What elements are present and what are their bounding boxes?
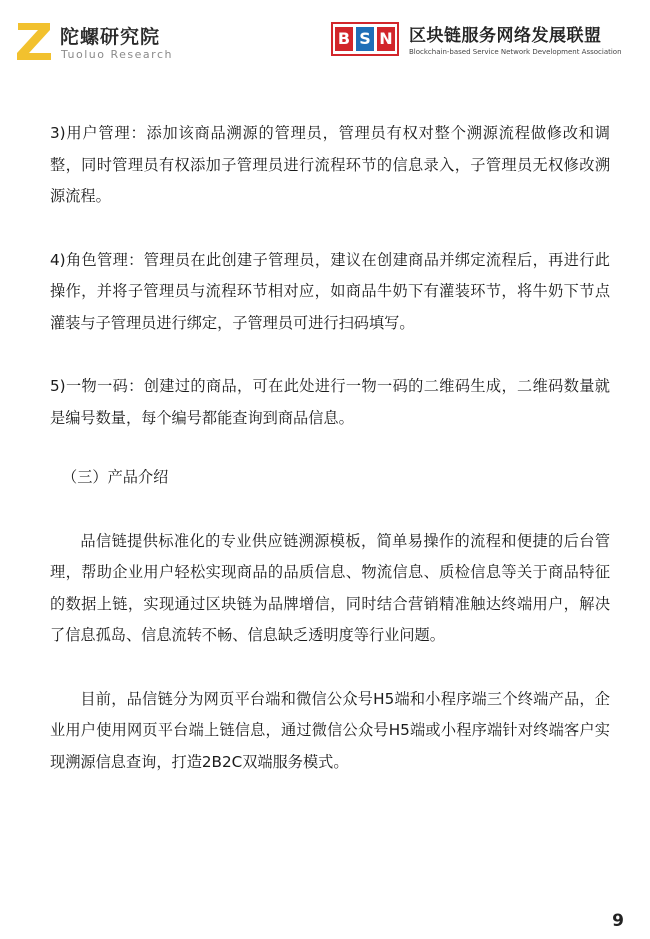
- z-logo-icon: [14, 20, 54, 62]
- paragraph-product-intro: 品信链提供标准化的专业供应链溯源模板，简单易操作的流程和便捷的后台管理，帮助企业用户轻松实现商品的品质信息、物流信息、质检信息等关于商品特征的数据上链，实现通过区块链为品牌增信，同时结合营销精准触达终端用户，解决了信息孤岛、信息流转不畅、信息缺乏透明度等行业问题。: [50, 531, 610, 644]
- paragraph-role-management: 4)角色管理：管理员在此创建子管理员，建议在创建商品并绑定流程后，再进行此操作，并将子管理员与流程环节相对应，如商品牛奶下有灌装环节，将牛奶下节点灌装与子管理员进行绑定，子管理员可进行扫码填写。: [50, 250, 610, 332]
- page-header: [0, 0, 650, 80]
- bsn-letter-b: B: [335, 27, 353, 51]
- section-heading-product-intro: （三）产品介绍: [62, 468, 169, 486]
- tuoluo-logo: [14, 18, 184, 66]
- tuoluo-logo-subtitle: Tuoluo Research: [61, 48, 173, 61]
- bsn-letter-s: S: [356, 27, 374, 51]
- bsn-mark: [331, 22, 399, 56]
- bsn-logo: [331, 22, 636, 66]
- page-number: 9: [612, 911, 624, 931]
- bsn-letter-n: N: [377, 27, 395, 51]
- document-body: [50, 118, 610, 778]
- paragraph-user-management: 3)用户管理：添加该商品溯源的管理员，管理员有权对整个溯源流程做修改和调整，同时管理员有权添加子管理员进行流程环节的信息录入，子管理员无权修改溯源流程。: [50, 124, 610, 205]
- tuoluo-logo-name: 陀螺研究院: [60, 26, 161, 48]
- paragraph-product-terminals: 目前，品信链分为网页平台端和微信公众号H5端和小程序端三个终端产品，企业用户使用网页平台端上链信息，通过微信公众号H5端或小程序端针对终端客户实现溯源信息查询，打造2B2C双端服务模式。: [50, 689, 610, 771]
- bsn-alliance-english: Blockchain-based Service Network Development Association: [409, 48, 622, 56]
- bsn-alliance-name: 区块链服务网络发展联盟: [409, 26, 602, 46]
- paragraph-one-item-one-code: 5)一物一码：创建过的商品，可在此处进行一物一码的二维码生成，二维码数量就是编号数量，每个编号都能查询到商品信息。: [50, 377, 610, 427]
